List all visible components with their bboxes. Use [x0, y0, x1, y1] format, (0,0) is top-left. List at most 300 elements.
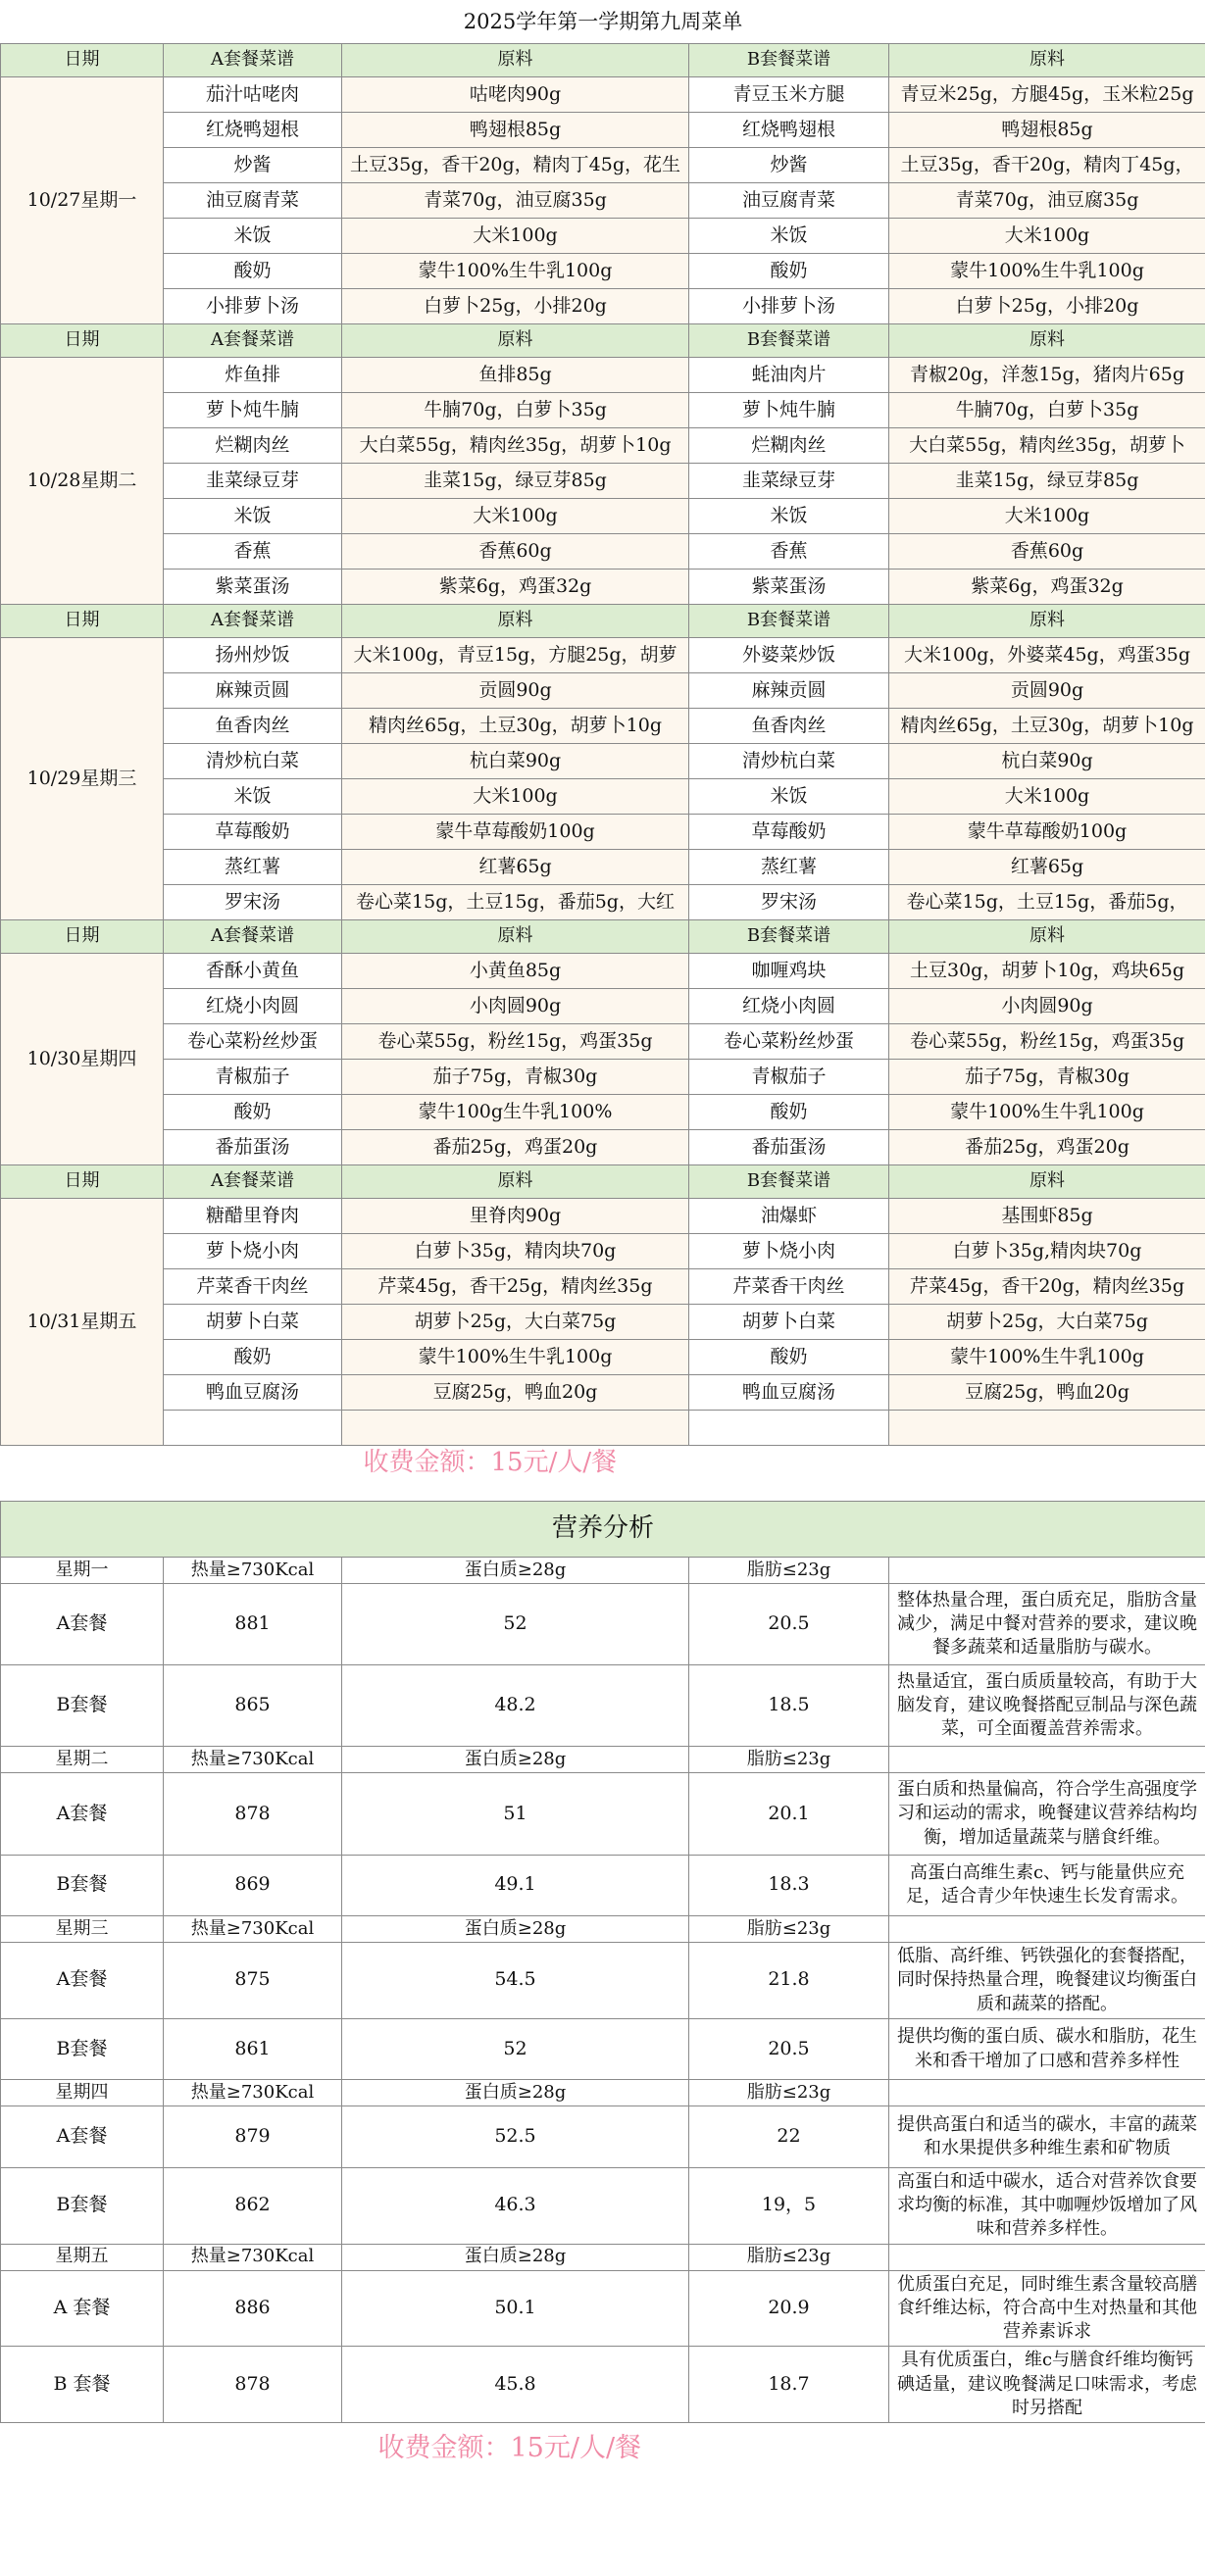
nutrition-day-header — [1, 2080, 1205, 2106]
nutrition-title: 营养分析 — [1, 1502, 1205, 1558]
b-dish: 草莓酸奶 — [689, 815, 889, 850]
weekday-label: 星期一 — [1, 1558, 164, 1584]
b-dish: 蚝油肉片 — [689, 358, 889, 393]
menu-row — [1, 113, 1205, 148]
energy-value: 875 — [164, 1942, 342, 2018]
nutrition-note: 优质蛋白充足，同时维生素含量较高膳食纤维达标，符合高中生对热量和其他营养素诉求 — [889, 2270, 1205, 2347]
set-name: A套餐 — [1, 1942, 164, 2018]
a-dish: 香蕉 — [164, 534, 342, 570]
b-ingredients: 杭白菜90g — [889, 744, 1205, 779]
menu-row — [1, 954, 1205, 989]
menu-row — [1, 744, 1205, 779]
energy-standard: 热量≥730Kcal — [164, 1558, 342, 1584]
a-dish: 鱼香肉丝 — [164, 709, 342, 744]
a-dish: 香酥小黄鱼 — [164, 954, 342, 989]
a-dish: 萝卜炖牛腩 — [164, 393, 342, 428]
b-ingredients: 香蕉60g — [889, 534, 1205, 570]
b-ingredients: 大米100g — [889, 219, 1205, 254]
a-dish: 烂糊肉丝 — [164, 428, 342, 464]
a-dish: 红烧鸭翅根 — [164, 113, 342, 148]
protein-value: 46.3 — [342, 2167, 689, 2244]
a-ingredients: 蒙牛草莓酸奶100g — [342, 815, 689, 850]
b-dish: 烂糊肉丝 — [689, 428, 889, 464]
b-ingredients: 芹菜45g，香干20g，精肉丝35g — [889, 1269, 1205, 1305]
b-dish: 卷心菜粉丝炒蛋 — [689, 1024, 889, 1060]
a-dish: 扬州炒饭 — [164, 638, 342, 673]
a-ingredients: 白萝卜25g，小排20g — [342, 289, 689, 324]
nutrition-note: 蛋白质和热量偏高，符合学生高强度学习和运动的需求，晚餐建议营养结构均衡，增加适量蔬菜与膳食纤维。 — [889, 1773, 1205, 1855]
nutrition-day-header — [1, 1915, 1205, 1942]
b-dish: 米饭 — [689, 219, 889, 254]
a-dish: 茄汁咕咾肉 — [164, 77, 342, 113]
b-dish: 红烧小肉圆 — [689, 989, 889, 1024]
a-dish: 酸奶 — [164, 1095, 342, 1130]
energy-value: 879 — [164, 2106, 342, 2167]
b-ingredients: 贡圆90g — [889, 673, 1205, 709]
menu-row — [1, 428, 1205, 464]
a-dish: 酸奶 — [164, 1340, 342, 1375]
a-dish: 番茄蛋汤 — [164, 1130, 342, 1165]
fat-value: 20.5 — [689, 2018, 889, 2079]
weekday-label: 星期五 — [1, 2244, 164, 2270]
fee-text-bottom: 收费金额：15元/人/餐 — [377, 2432, 642, 2463]
b-ingredients: 青菜70g，油豆腐35g — [889, 183, 1205, 219]
nutrition-note: 提供高蛋白和适当的碳水，丰富的蔬菜和水果提供多种维生素和矿物质 — [889, 2106, 1205, 2167]
b-dish: 红烧鸭翅根 — [689, 113, 889, 148]
b-ingredients: 蒙牛100%生牛乳100g — [889, 1340, 1205, 1375]
a-ingredients: 杭白菜90g — [342, 744, 689, 779]
protein-value: 52 — [342, 1584, 689, 1665]
nutrition-row — [1, 1584, 1205, 1665]
a-dish: 罗宋汤 — [164, 885, 342, 920]
a-dish: 酸奶 — [164, 254, 342, 289]
b-dish: 油爆虾 — [689, 1199, 889, 1234]
b-ingredients: 小肉圆90g — [889, 989, 1205, 1024]
a-dish: 蒸红薯 — [164, 850, 342, 885]
energy-standard: 热量≥730Kcal — [164, 1747, 342, 1773]
a-menu-header: A套餐菜谱 — [164, 1165, 342, 1199]
a-ingredients: 紫菜6g，鸡蛋32g — [342, 570, 689, 605]
menu-row — [1, 850, 1205, 885]
set-name: B套餐 — [1, 2167, 164, 2244]
b-dish: 酸奶 — [689, 1340, 889, 1375]
b-ingredients: 卷心菜15g，土豆15g，番茄5g， — [889, 885, 1205, 920]
date-header: 日期 — [1, 324, 164, 358]
b-ingredients: 大米100g — [889, 499, 1205, 534]
b-dish — [689, 1411, 889, 1446]
b-ingredients-header: 原料 — [889, 324, 1205, 358]
protein-value: 48.2 — [342, 1665, 689, 1747]
a-dish: 芹菜香干肉丝 — [164, 1269, 342, 1305]
protein-standard: 蛋白质≥28g — [342, 1915, 689, 1942]
nutrition-note: 高蛋白和适中碳水，适合对营养饮食要求均衡的标准，其中咖喱炒饭增加了风味和营养多样性。 — [889, 2167, 1205, 2244]
set-name: B套餐 — [1, 1855, 164, 1915]
b-ingredients: 白萝卜25g，小排20g — [889, 289, 1205, 324]
nutrition-row — [1, 1665, 1205, 1747]
menu-row — [1, 1411, 1205, 1446]
nutrition-note: 高蛋白高维生素c、钙与能量供应充足，适合青少年快速生长发育需求。 — [889, 1855, 1205, 1915]
set-name: B 套餐 — [1, 2347, 164, 2423]
energy-value: 886 — [164, 2270, 342, 2347]
protein-value: 50.1 — [342, 2270, 689, 2347]
weekday-label: 星期四 — [1, 2080, 164, 2106]
a-ingredients: 小黄鱼85g — [342, 954, 689, 989]
a-dish: 草莓酸奶 — [164, 815, 342, 850]
b-ingredients: 卷心菜55g，粉丝15g，鸡蛋35g — [889, 1024, 1205, 1060]
b-ingredients: 大米100g — [889, 779, 1205, 815]
b-dish: 香蕉 — [689, 534, 889, 570]
energy-value: 865 — [164, 1665, 342, 1747]
nutrition-row — [1, 2347, 1205, 2423]
a-ingredients: 精肉丝65g，土豆30g，胡萝卜10g — [342, 709, 689, 744]
menu-row — [1, 1234, 1205, 1269]
menu-row — [1, 1340, 1205, 1375]
menu-row — [1, 1130, 1205, 1165]
day-header-row — [1, 605, 1205, 638]
a-ingredients: 蒙牛100%生牛乳100g — [342, 1340, 689, 1375]
a-dish: 油豆腐青菜 — [164, 183, 342, 219]
b-dish: 米饭 — [689, 779, 889, 815]
b-dish: 米饭 — [689, 499, 889, 534]
menu-row — [1, 1024, 1205, 1060]
energy-value: 881 — [164, 1584, 342, 1665]
note-header — [889, 1747, 1205, 1773]
nutrition-table — [0, 1481, 1205, 2472]
menu-row — [1, 1375, 1205, 1411]
menu-row — [1, 499, 1205, 534]
a-ingredients: 白萝卜35g，精肉块70g — [342, 1234, 689, 1269]
a-menu-header: A套餐菜谱 — [164, 44, 342, 77]
a-ingredients — [342, 1411, 689, 1446]
b-dish: 萝卜烧小肉 — [689, 1234, 889, 1269]
protein-standard: 蛋白质≥28g — [342, 2244, 689, 2270]
menu-row — [1, 1199, 1205, 1234]
fat-value: 21.8 — [689, 1942, 889, 2018]
fat-standard: 脂肪≤23g — [689, 2080, 889, 2106]
fat-value: 20.1 — [689, 1773, 889, 1855]
b-ingredients: 胡萝卜25g，大白菜75g — [889, 1305, 1205, 1340]
b-menu-header: B套餐菜谱 — [689, 605, 889, 638]
menu-title: 2025学年第一学期第九周菜单 — [1, 0, 1205, 44]
protein-value: 51 — [342, 1773, 689, 1855]
a-ingredients: 里脊肉90g — [342, 1199, 689, 1234]
b-dish: 油豆腐青菜 — [689, 183, 889, 219]
b-ingredients — [889, 1411, 1205, 1446]
b-ingredients-header: 原料 — [889, 1165, 1205, 1199]
protein-value: 54.5 — [342, 1942, 689, 2018]
fat-standard: 脂肪≤23g — [689, 1558, 889, 1584]
a-dish: 青椒茄子 — [164, 1060, 342, 1095]
note-header — [889, 1915, 1205, 1942]
b-ingredients: 大米100g，外婆菜45g，鸡蛋35g — [889, 638, 1205, 673]
spacer-row — [1, 1481, 1205, 1502]
energy-standard: 热量≥730Kcal — [164, 2080, 342, 2106]
a-menu-header: A套餐菜谱 — [164, 324, 342, 358]
menu-row — [1, 219, 1205, 254]
a-dish: 胡萝卜白菜 — [164, 1305, 342, 1340]
a-ingredients: 牛腩70g，白萝卜35g — [342, 393, 689, 428]
menu-row — [1, 673, 1205, 709]
a-dish: 糖醋里脊肉 — [164, 1199, 342, 1234]
a-dish: 米饭 — [164, 499, 342, 534]
nutrition-note: 提供均衡的蛋白质、碳水和脂肪，花生米和香干增加了口感和营养多样性 — [889, 2018, 1205, 2079]
a-ingredients: 茄子75g，青椒30g — [342, 1060, 689, 1095]
fat-value: 18.5 — [689, 1665, 889, 1747]
nutrition-row — [1, 2018, 1205, 2079]
energy-value: 878 — [164, 2347, 342, 2423]
day-header-row — [1, 1165, 1205, 1199]
nutrition-row — [1, 2270, 1205, 2347]
a-ingredients-header: 原料 — [342, 44, 689, 77]
a-ingredients-header: 原料 — [342, 1165, 689, 1199]
menu-row — [1, 1095, 1205, 1130]
energy-value: 878 — [164, 1773, 342, 1855]
a-dish: 韭菜绿豆芽 — [164, 464, 342, 499]
b-dish: 外婆菜炒饭 — [689, 638, 889, 673]
fee-text: 收费金额：15元/人/餐 — [363, 1448, 618, 1478]
b-ingredients: 豆腐25g，鸭血20g — [889, 1375, 1205, 1411]
b-ingredients: 红薯65g — [889, 850, 1205, 885]
protein-standard: 蛋白质≥28g — [342, 2080, 689, 2106]
fat-value: 20.5 — [689, 1584, 889, 1665]
b-dish: 酸奶 — [689, 1095, 889, 1130]
day-header-row — [1, 324, 1205, 358]
b-dish: 紫菜蛋汤 — [689, 570, 889, 605]
b-ingredients: 蒙牛100%生牛乳100g — [889, 254, 1205, 289]
a-dish: 紫菜蛋汤 — [164, 570, 342, 605]
b-ingredients: 基围虾85g — [889, 1199, 1205, 1234]
a-ingredients: 红薯65g — [342, 850, 689, 885]
nutrition-row — [1, 1855, 1205, 1915]
day-header-row — [1, 920, 1205, 954]
b-ingredients: 青豆米25g，方腿45g，玉米粒25g — [889, 77, 1205, 113]
a-ingredients: 大白菜55g，精肉丝35g，胡萝卜10g — [342, 428, 689, 464]
menu-row — [1, 1060, 1205, 1095]
b-dish: 炒酱 — [689, 148, 889, 183]
b-menu-header: B套餐菜谱 — [689, 920, 889, 954]
fat-standard: 脂肪≤23g — [689, 1915, 889, 1942]
set-name: A套餐 — [1, 1773, 164, 1855]
menu-row — [1, 358, 1205, 393]
a-dish: 炸鱼排 — [164, 358, 342, 393]
a-ingredients: 大米100g，青豆15g，方腿25g，胡萝 — [342, 638, 689, 673]
b-dish: 芹菜香干肉丝 — [689, 1269, 889, 1305]
day-label: 10/29星期三 — [1, 638, 164, 920]
set-name: A 套餐 — [1, 2270, 164, 2347]
fee-row — [1, 1446, 1205, 1482]
day-header-row — [1, 44, 1205, 77]
b-menu-header: B套餐菜谱 — [689, 44, 889, 77]
a-ingredients: 咕咾肉90g — [342, 77, 689, 113]
menu-row — [1, 254, 1205, 289]
fat-value: 18.3 — [689, 1855, 889, 1915]
b-ingredients: 番茄25g，鸡蛋20g — [889, 1130, 1205, 1165]
b-ingredients: 紫菜6g，鸡蛋32g — [889, 570, 1205, 605]
a-ingredients-header: 原料 — [342, 605, 689, 638]
energy-value: 869 — [164, 1855, 342, 1915]
a-ingredients: 韭菜15g，绿豆芽85g — [342, 464, 689, 499]
energy-value: 861 — [164, 2018, 342, 2079]
b-ingredients: 白萝卜35g,精肉块70g — [889, 1234, 1205, 1269]
a-ingredients: 鱼排85g — [342, 358, 689, 393]
date-header: 日期 — [1, 605, 164, 638]
menu-row — [1, 779, 1205, 815]
energy-standard: 热量≥730Kcal — [164, 1915, 342, 1942]
a-ingredients-header: 原料 — [342, 920, 689, 954]
b-ingredients: 精肉丝65g，土豆30g，胡萝卜10g — [889, 709, 1205, 744]
date-header: 日期 — [1, 1165, 164, 1199]
b-dish: 青豆玉米方腿 — [689, 77, 889, 113]
a-ingredients: 大米100g — [342, 499, 689, 534]
a-menu-header: A套餐菜谱 — [164, 920, 342, 954]
menu-row — [1, 570, 1205, 605]
fat-value: 20.9 — [689, 2270, 889, 2347]
nutrition-row — [1, 1773, 1205, 1855]
menu-row — [1, 464, 1205, 499]
protein-standard: 蛋白质≥28g — [342, 1558, 689, 1584]
menu-row — [1, 148, 1205, 183]
set-name: A套餐 — [1, 1584, 164, 1665]
fat-value: 22 — [689, 2106, 889, 2167]
menu-row — [1, 885, 1205, 920]
a-dish: 小排萝卜汤 — [164, 289, 342, 324]
menu-row — [1, 1305, 1205, 1340]
a-ingredients: 小肉圆90g — [342, 989, 689, 1024]
b-dish: 麻辣贡圆 — [689, 673, 889, 709]
b-menu-header: B套餐菜谱 — [689, 1165, 889, 1199]
b-dish: 咖喱鸡块 — [689, 954, 889, 989]
menu-row — [1, 393, 1205, 428]
menu-row — [1, 183, 1205, 219]
set-name: B套餐 — [1, 2018, 164, 2079]
nutrition-note: 热量适宜，蛋白质质量较高，有助于大脑发育，建议晚餐搭配豆制品与深色蔬菜，可全面覆盖营养需求。 — [889, 1665, 1205, 1747]
b-ingredients: 土豆30g，胡萝卜10g，鸡块65g — [889, 954, 1205, 989]
fee-row-bottom — [1, 2423, 1205, 2473]
a-ingredients: 蒙牛100%生牛乳100g — [342, 254, 689, 289]
a-ingredients: 贡圆90g — [342, 673, 689, 709]
a-dish — [164, 1411, 342, 1446]
b-ingredients: 韭菜15g，绿豆芽85g — [889, 464, 1205, 499]
a-dish: 炒酱 — [164, 148, 342, 183]
note-header — [889, 2080, 1205, 2106]
protein-value: 49.1 — [342, 1855, 689, 1915]
b-menu-header: B套餐菜谱 — [689, 324, 889, 358]
nutrition-row — [1, 2106, 1205, 2167]
menu-row — [1, 534, 1205, 570]
b-ingredients: 蒙牛100%生牛乳100g — [889, 1095, 1205, 1130]
note-header — [889, 1558, 1205, 1584]
weekday-label: 星期三 — [1, 1915, 164, 1942]
day-label: 10/28星期二 — [1, 358, 164, 605]
a-dish: 卷心菜粉丝炒蛋 — [164, 1024, 342, 1060]
nutrition-note: 低脂、高纤维、钙铁强化的套餐搭配，同时保持热量合理，晚餐建议均衡蛋白质和蔬菜的搭配。 — [889, 1942, 1205, 2018]
menu-row — [1, 1269, 1205, 1305]
date-header: 日期 — [1, 44, 164, 77]
protein-value: 52 — [342, 2018, 689, 2079]
nutrition-day-header — [1, 1558, 1205, 1584]
protein-value: 45.8 — [342, 2347, 689, 2423]
b-dish: 韭菜绿豆芽 — [689, 464, 889, 499]
weekday-label: 星期二 — [1, 1747, 164, 1773]
b-dish: 胡萝卜白菜 — [689, 1305, 889, 1340]
energy-standard: 热量≥730Kcal — [164, 2244, 342, 2270]
b-dish: 罗宋汤 — [689, 885, 889, 920]
nutrition-row — [1, 2167, 1205, 2244]
energy-value: 862 — [164, 2167, 342, 2244]
a-ingredients: 芹菜45g，香干25g，精肉丝35g — [342, 1269, 689, 1305]
a-ingredients: 青菜70g，油豆腐35g — [342, 183, 689, 219]
fat-standard: 脂肪≤23g — [689, 2244, 889, 2270]
b-ingredients: 青椒20g，洋葱15g，猪肉片65g — [889, 358, 1205, 393]
b-dish: 萝卜炖牛腩 — [689, 393, 889, 428]
menu-row — [1, 638, 1205, 673]
a-ingredients: 番茄25g，鸡蛋20g — [342, 1130, 689, 1165]
a-menu-header: A套餐菜谱 — [164, 605, 342, 638]
a-dish: 米饭 — [164, 219, 342, 254]
fat-value: 18.7 — [689, 2347, 889, 2423]
a-ingredients: 卷心菜55g，粉丝15g，鸡蛋35g — [342, 1024, 689, 1060]
note-header — [889, 2244, 1205, 2270]
b-dish: 鱼香肉丝 — [689, 709, 889, 744]
a-ingredients: 大米100g — [342, 779, 689, 815]
b-ingredients-header: 原料 — [889, 605, 1205, 638]
protein-value: 52.5 — [342, 2106, 689, 2167]
a-dish: 鸭血豆腐汤 — [164, 1375, 342, 1411]
b-ingredients: 大白菜55g，精肉丝35g，胡萝卜 — [889, 428, 1205, 464]
b-ingredients: 土豆35g，香干20g，精肉丁45g， — [889, 148, 1205, 183]
a-ingredients: 卷心菜15g，土豆15g，番茄5g，大红 — [342, 885, 689, 920]
a-dish: 米饭 — [164, 779, 342, 815]
a-ingredients: 蒙牛100g生牛乳100% — [342, 1095, 689, 1130]
b-dish: 酸奶 — [689, 254, 889, 289]
nutrition-note: 整体热量合理，蛋白质充足，脂肪含量减少，满足中餐对营养的要求，建议晚餐多蔬菜和适量脂肪与碳水。 — [889, 1584, 1205, 1665]
a-ingredients: 大米100g — [342, 219, 689, 254]
set-name: A套餐 — [1, 2106, 164, 2167]
b-dish: 蒸红薯 — [689, 850, 889, 885]
b-ingredients-header: 原料 — [889, 44, 1205, 77]
nutrition-note: 具有优质蛋白，维c与膳食纤维均衡钙碘适量，建议晚餐满足口味需求，考虑时另搭配 — [889, 2347, 1205, 2423]
a-ingredients: 胡萝卜25g，大白菜75g — [342, 1305, 689, 1340]
day-label: 10/31星期五 — [1, 1199, 164, 1446]
a-ingredients: 豆腐25g，鸭血20g — [342, 1375, 689, 1411]
nutrition-title-row — [1, 1502, 1205, 1558]
b-ingredients-header: 原料 — [889, 920, 1205, 954]
a-dish: 萝卜烧小肉 — [164, 1234, 342, 1269]
a-dish: 清炒杭白菜 — [164, 744, 342, 779]
nutrition-day-header — [1, 1747, 1205, 1773]
b-dish: 小排萝卜汤 — [689, 289, 889, 324]
fat-standard: 脂肪≤23g — [689, 1747, 889, 1773]
nutrition-day-header — [1, 2244, 1205, 2270]
protein-standard: 蛋白质≥28g — [342, 1747, 689, 1773]
nutrition-row — [1, 1942, 1205, 2018]
a-ingredients: 香蕉60g — [342, 534, 689, 570]
menu-row — [1, 709, 1205, 744]
a-ingredients: 土豆35g，香干20g，精肉丁45g，花生 — [342, 148, 689, 183]
a-ingredients: 鸭翅根85g — [342, 113, 689, 148]
b-dish: 番茄蛋汤 — [689, 1130, 889, 1165]
date-header: 日期 — [1, 920, 164, 954]
b-ingredients: 蒙牛草莓酸奶100g — [889, 815, 1205, 850]
a-dish: 红烧小肉圆 — [164, 989, 342, 1024]
b-ingredients: 牛腩70g，白萝卜35g — [889, 393, 1205, 428]
menu-row — [1, 815, 1205, 850]
set-name: B套餐 — [1, 1665, 164, 1747]
b-dish: 青椒茄子 — [689, 1060, 889, 1095]
menu-row — [1, 289, 1205, 324]
a-dish: 麻辣贡圆 — [164, 673, 342, 709]
spacer — [1, 1481, 1205, 1502]
